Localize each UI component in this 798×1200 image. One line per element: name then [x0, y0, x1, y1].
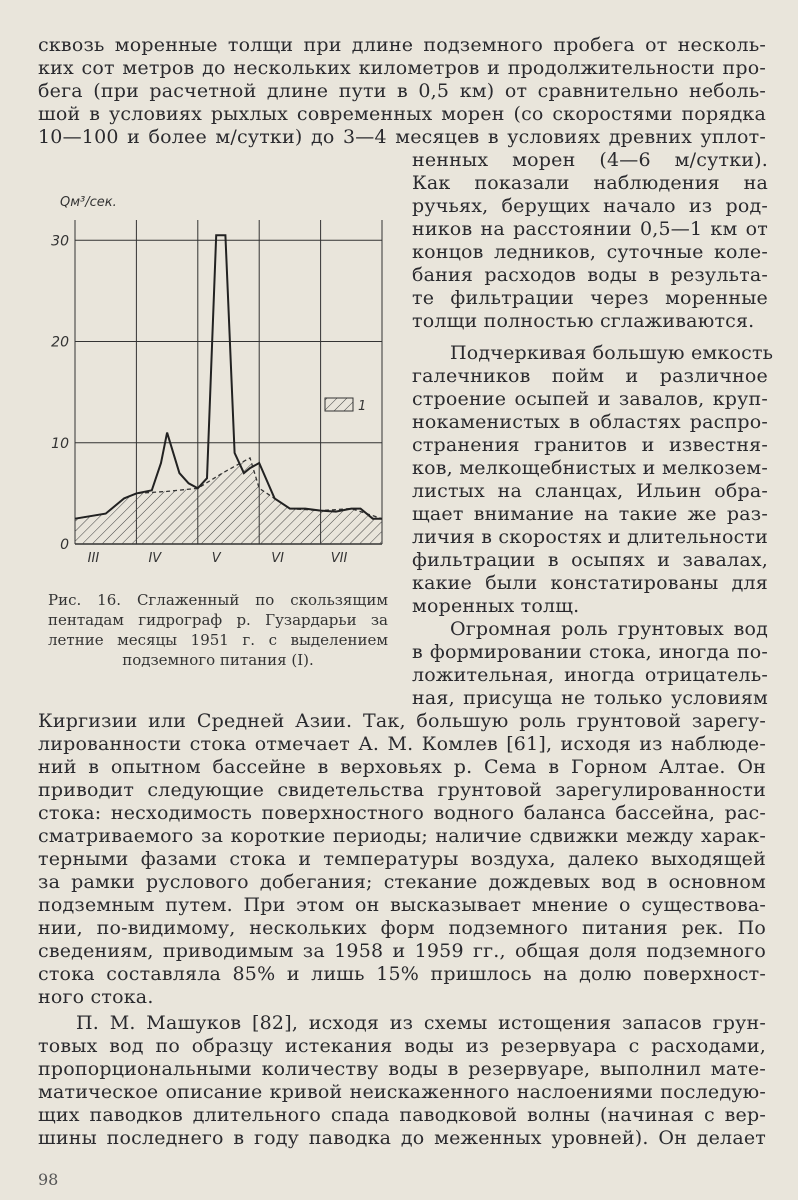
- text-line: 10—100 и более м/сутки) до 3—4 месяцев в условиях древних уплот-: [38, 126, 766, 148]
- text-line: листых на сланцах, Ильин обра-: [412, 480, 768, 502]
- text-line: в формировании стока, иногда по-: [412, 641, 768, 663]
- x-tick-label: VII: [330, 551, 348, 566]
- text-line: галечников пойм и различное: [412, 365, 768, 387]
- text-line: матическое описание кривой неискаженного наслоениями последую-: [38, 1081, 766, 1103]
- x-tick-label: VI: [271, 551, 284, 566]
- text-line: ний в опытном бассейне в верховьях р. Сема в Горном Алтае. Он: [38, 756, 766, 778]
- figure-caption: [48, 590, 388, 670]
- text-line: сведениям, приводимым за 1958 и 1959 гг., общая доля подземного: [38, 940, 766, 962]
- y-axis-label: Qм³/сек.: [60, 195, 117, 210]
- text-line: ких сот метров до нескольких километров и продолжительности про-: [38, 57, 766, 79]
- text-line: бега (при расчетной длине пути в 0,5 км) от сравнительно неболь-: [38, 80, 766, 102]
- text-line: Подчеркивая большую емкость: [450, 342, 774, 364]
- text-line: П. М. Машуков [82], исходя из схемы истощения запасов грун-: [76, 1012, 766, 1034]
- x-tick-labels: [88, 551, 348, 566]
- text-line: ложительная, иногда отрицатель-: [412, 664, 768, 686]
- legend-swatch: [325, 398, 353, 411]
- text-line: шой в условиях рыхлых современных морен (со скоростями порядка: [38, 103, 766, 125]
- text-line: сматриваемого за короткие периоды; наличие сдвижки между харак-: [38, 825, 766, 847]
- legend: [325, 398, 366, 414]
- text-line: щих паводков длительного спада паводковой волны (начиная с вер-: [38, 1104, 766, 1126]
- caption-line: летние месяцы 1951 г. с выделением: [48, 631, 388, 649]
- text-line: странения гранитов и известня-: [412, 434, 768, 456]
- text-line: концов ледников, суточные коле-: [412, 241, 768, 263]
- text-line: товых вод по образцу истекания воды из резервуара с расходами,: [38, 1035, 766, 1057]
- x-tick-label: V: [211, 551, 221, 566]
- text-line: лированности стока отмечает А. М. Комлев [61], исходя из наблюде-: [38, 733, 766, 755]
- text-line: стока составляла 85% и лишь 15% пришлось на долю поверхност-: [38, 963, 766, 985]
- text-line: Как показали наблюдения на: [412, 172, 768, 194]
- text-line: бания расходов воды в результа-: [412, 264, 768, 286]
- legend-label: 1: [358, 399, 367, 414]
- text-line: подземным путем. При этом он высказывает мнение о существова-: [38, 894, 766, 916]
- text-line: сквозь моренные толщи при длине подземного пробега от несколь-: [38, 34, 766, 56]
- text-line: щает внимание на такие же раз-: [412, 503, 768, 525]
- text-line: фильтрации в осыпях и завалах,: [412, 549, 768, 571]
- text-line: ная, присуща не только условиям: [412, 687, 768, 709]
- text-line: моренных толщ.: [412, 595, 580, 617]
- hydrograph-chart: [40, 180, 400, 580]
- x-tick-label: IV: [148, 551, 162, 566]
- text-line: нокаменистых в областях распро-: [412, 411, 768, 433]
- text-line: те фильтрации через моренные: [412, 287, 768, 309]
- x-tick-label: III: [87, 551, 100, 566]
- text-line: ного стока.: [38, 986, 154, 1008]
- page-number: 98: [38, 1170, 59, 1189]
- text-line: нии, по-видимому, нескольких форм подземного питания рек. По: [38, 917, 766, 939]
- text-line: какие были констатированы для: [412, 572, 768, 594]
- y-tick-label: 0: [60, 537, 69, 553]
- caption-line: подземного питания (I).: [122, 651, 314, 669]
- text-line: ненных морен (4—6 м/сутки).: [412, 149, 768, 171]
- caption-line: пентадам гидрограф р. Гузардарьи за: [48, 611, 388, 629]
- text-line: ручьях, берущих начало из род-: [412, 195, 768, 217]
- text-line: стока: несходимость поверхностного водного баланса бассейна, рас-: [38, 802, 766, 824]
- text-line: шины последнего в году паводка до меженных уровней). Он делает: [38, 1127, 766, 1149]
- y-tick-label: 30: [51, 233, 69, 250]
- text-line: пропорциональными количеству воды в резервуаре, выполнил мате-: [38, 1058, 766, 1080]
- text-line: за рамки руслового добегания; стекание дождевых вод в основном: [38, 871, 766, 893]
- text-line: Киргизии или Средней Азии. Так, большую роль грунтовой зарегу-: [38, 710, 766, 732]
- text-line: строение осыпей и завалов, круп-: [412, 388, 768, 410]
- text-line: терными фазами стока и температуры воздуха, далеко выходящей: [38, 848, 766, 870]
- y-tick-label: 10: [51, 435, 69, 452]
- caption-line: Рис. 16. Сглаженный по скользящим: [48, 591, 388, 609]
- text-line: ков, мелкощебнистых и мелкозем-: [412, 457, 768, 479]
- text-line: приводит следующие свидетельства грунтовой зарегулированности: [38, 779, 766, 801]
- y-tick-label: 20: [51, 334, 69, 351]
- text-line: Огромная роль грунтовых вод: [450, 618, 768, 640]
- text-line: толщи полностью сглаживаются.: [412, 310, 755, 332]
- text-line: ников на расстоянии 0,5—1 км от: [412, 218, 768, 240]
- y-tick-labels: [51, 233, 69, 553]
- text-line: личия в скоростях и длительности: [412, 526, 768, 548]
